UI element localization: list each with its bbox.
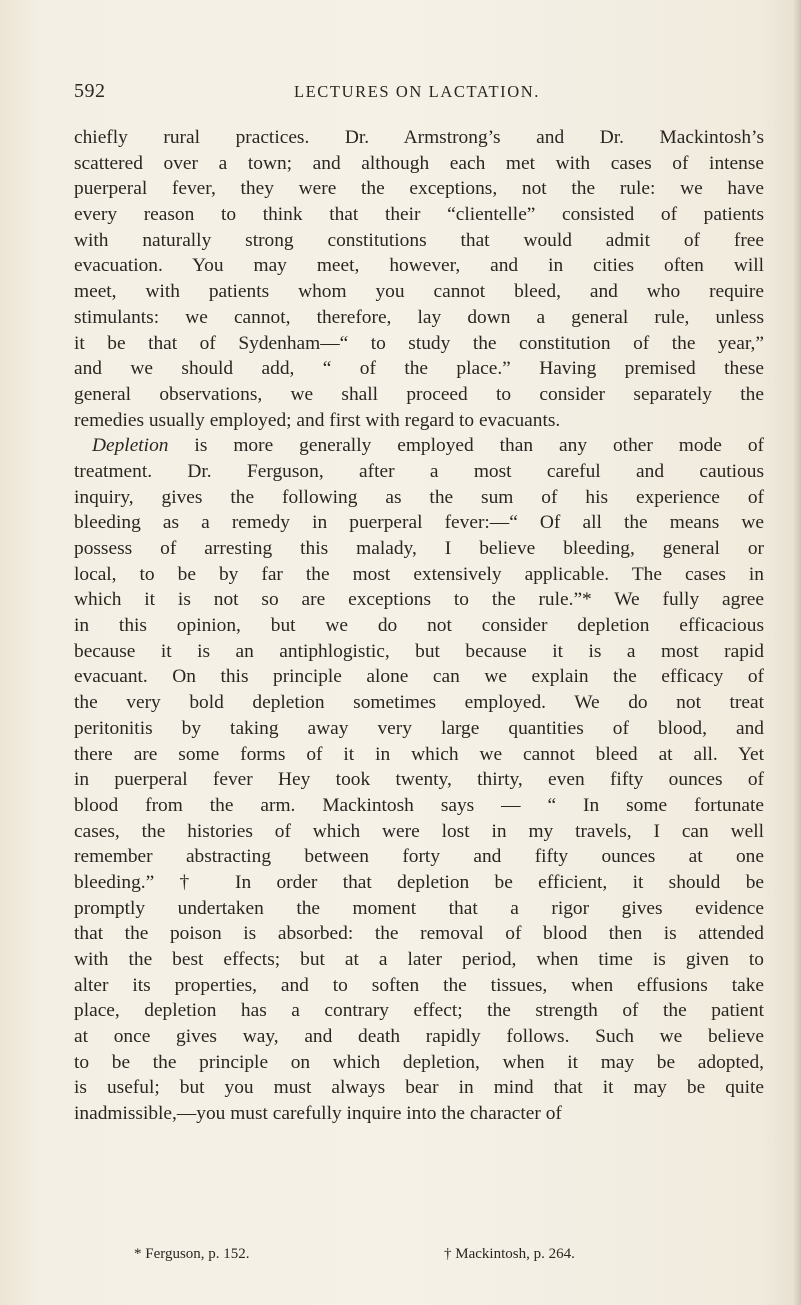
text-line: cases, the histories of which were lost in my travels, I can well (74, 820, 764, 842)
text-line: with naturally strong constitutions that would admit of free (74, 229, 764, 251)
text-line: meet, with patients whom you cannot bleed, and who require (74, 281, 764, 303)
text-line: inadmissible,—you must carefully inquire into the character of (74, 1103, 562, 1125)
text-line: place, depletion has a contrary effect; the strength of the patient (74, 1000, 764, 1022)
text-line: stimulants: we cannot, therefore, lay down a general rule, unless (74, 306, 764, 328)
text-line: it be that of Sydenham—“ to study the constitution of the year,” (74, 332, 764, 354)
italic-term: Depletion (92, 435, 169, 457)
footnote-ferguson: * Ferguson, p. 152. (134, 1246, 250, 1262)
text-line: alter its properties, and to soften the tissues, when effusions take (74, 974, 764, 996)
text-line: blood from the arm. Mackintosh says — “ In some fortunate (74, 794, 764, 816)
text-line: inquiry, gives the following as the sum of his experience of (74, 486, 764, 508)
text-line: local, to be by far the most extensively applicable. The cases in (74, 563, 764, 585)
text-line: there are some forms of it in which we cannot bleed at all. Yet (74, 743, 764, 765)
text-line: possess of arresting this malady, I believe bleeding, general or (74, 538, 764, 559)
page-header (74, 80, 760, 110)
text-line: remember abstracting between forty and fifty ounces at one (74, 846, 764, 868)
page-edge-shadow (793, 0, 801, 1305)
text-line: every reason to think that their “clientelle” consisted of patients (74, 204, 764, 226)
text-line: general observations, we shall proceed to consider separately the (74, 383, 764, 405)
text-line: bleeding.” † In order that depletion be efficient, it should be (74, 871, 764, 893)
text-line: that the poison is absorbed: the removal of blood then is attended (74, 923, 764, 945)
text-line: and we should add, “ of the place.” Having premised these (74, 358, 764, 380)
text-line: evacuation. You may meet, however, and in cities often will (74, 255, 764, 277)
text-line: which it is not so are exceptions to the rule.”* We fully agree (74, 589, 764, 611)
text-line: scattered over a town; and although each met with cases of intense (74, 152, 764, 174)
text-line: to be the principle on which depletion, when it may be adopted, (74, 1051, 764, 1073)
text-line: in this opinion, but we do not consider depletion efficacious (74, 615, 764, 637)
text-line: promptly undertaken the moment that a rigor gives evidence (74, 897, 764, 919)
text-line: evacuant. On this principle alone can we explain the efficacy of (74, 666, 764, 688)
text-line: treatment. Dr. Ferguson, after a most careful and cautious (74, 460, 764, 482)
running-head: LECTURES ON LACTATION. (293, 82, 541, 101)
text-line: in puerperal fever Hey took twenty, thirty, even fifty ounces of (74, 769, 764, 791)
text-line: peritonitis by taking away very large quantities of blood, and (74, 717, 764, 739)
body-text (74, 125, 764, 1127)
text-line: remedies usually employed; and first with regard to evacuants. (74, 409, 561, 431)
text-line: because it is an antiphlogistic, but because it is a most rapid (74, 640, 764, 662)
text-line: with the best effects; but at a later period, when time is given to (74, 949, 764, 970)
footnote-mackintosh: † Mackintosh, p. 264. (444, 1246, 575, 1262)
text-line: chiefly rural practices. Dr. Armstrong’s and Dr. Mackintosh’s (74, 127, 764, 148)
text-line: at once gives way, and death rapidly follows. Such we believe (74, 1026, 764, 1048)
text-line: Depletion is more generally employed than any other mode of (92, 435, 764, 457)
page-number: 592 (74, 80, 106, 102)
text-line: is useful; but you must always bear in mind that it may be quite (74, 1077, 764, 1099)
text-line: the very bold depletion sometimes employed. We do not treat (74, 692, 764, 714)
text-line: puerperal fever, they were the exceptions, not the rule: we have (74, 178, 764, 200)
text-line: bleeding as a remedy in puerperal fever:—“ Of all the means we (74, 512, 764, 534)
